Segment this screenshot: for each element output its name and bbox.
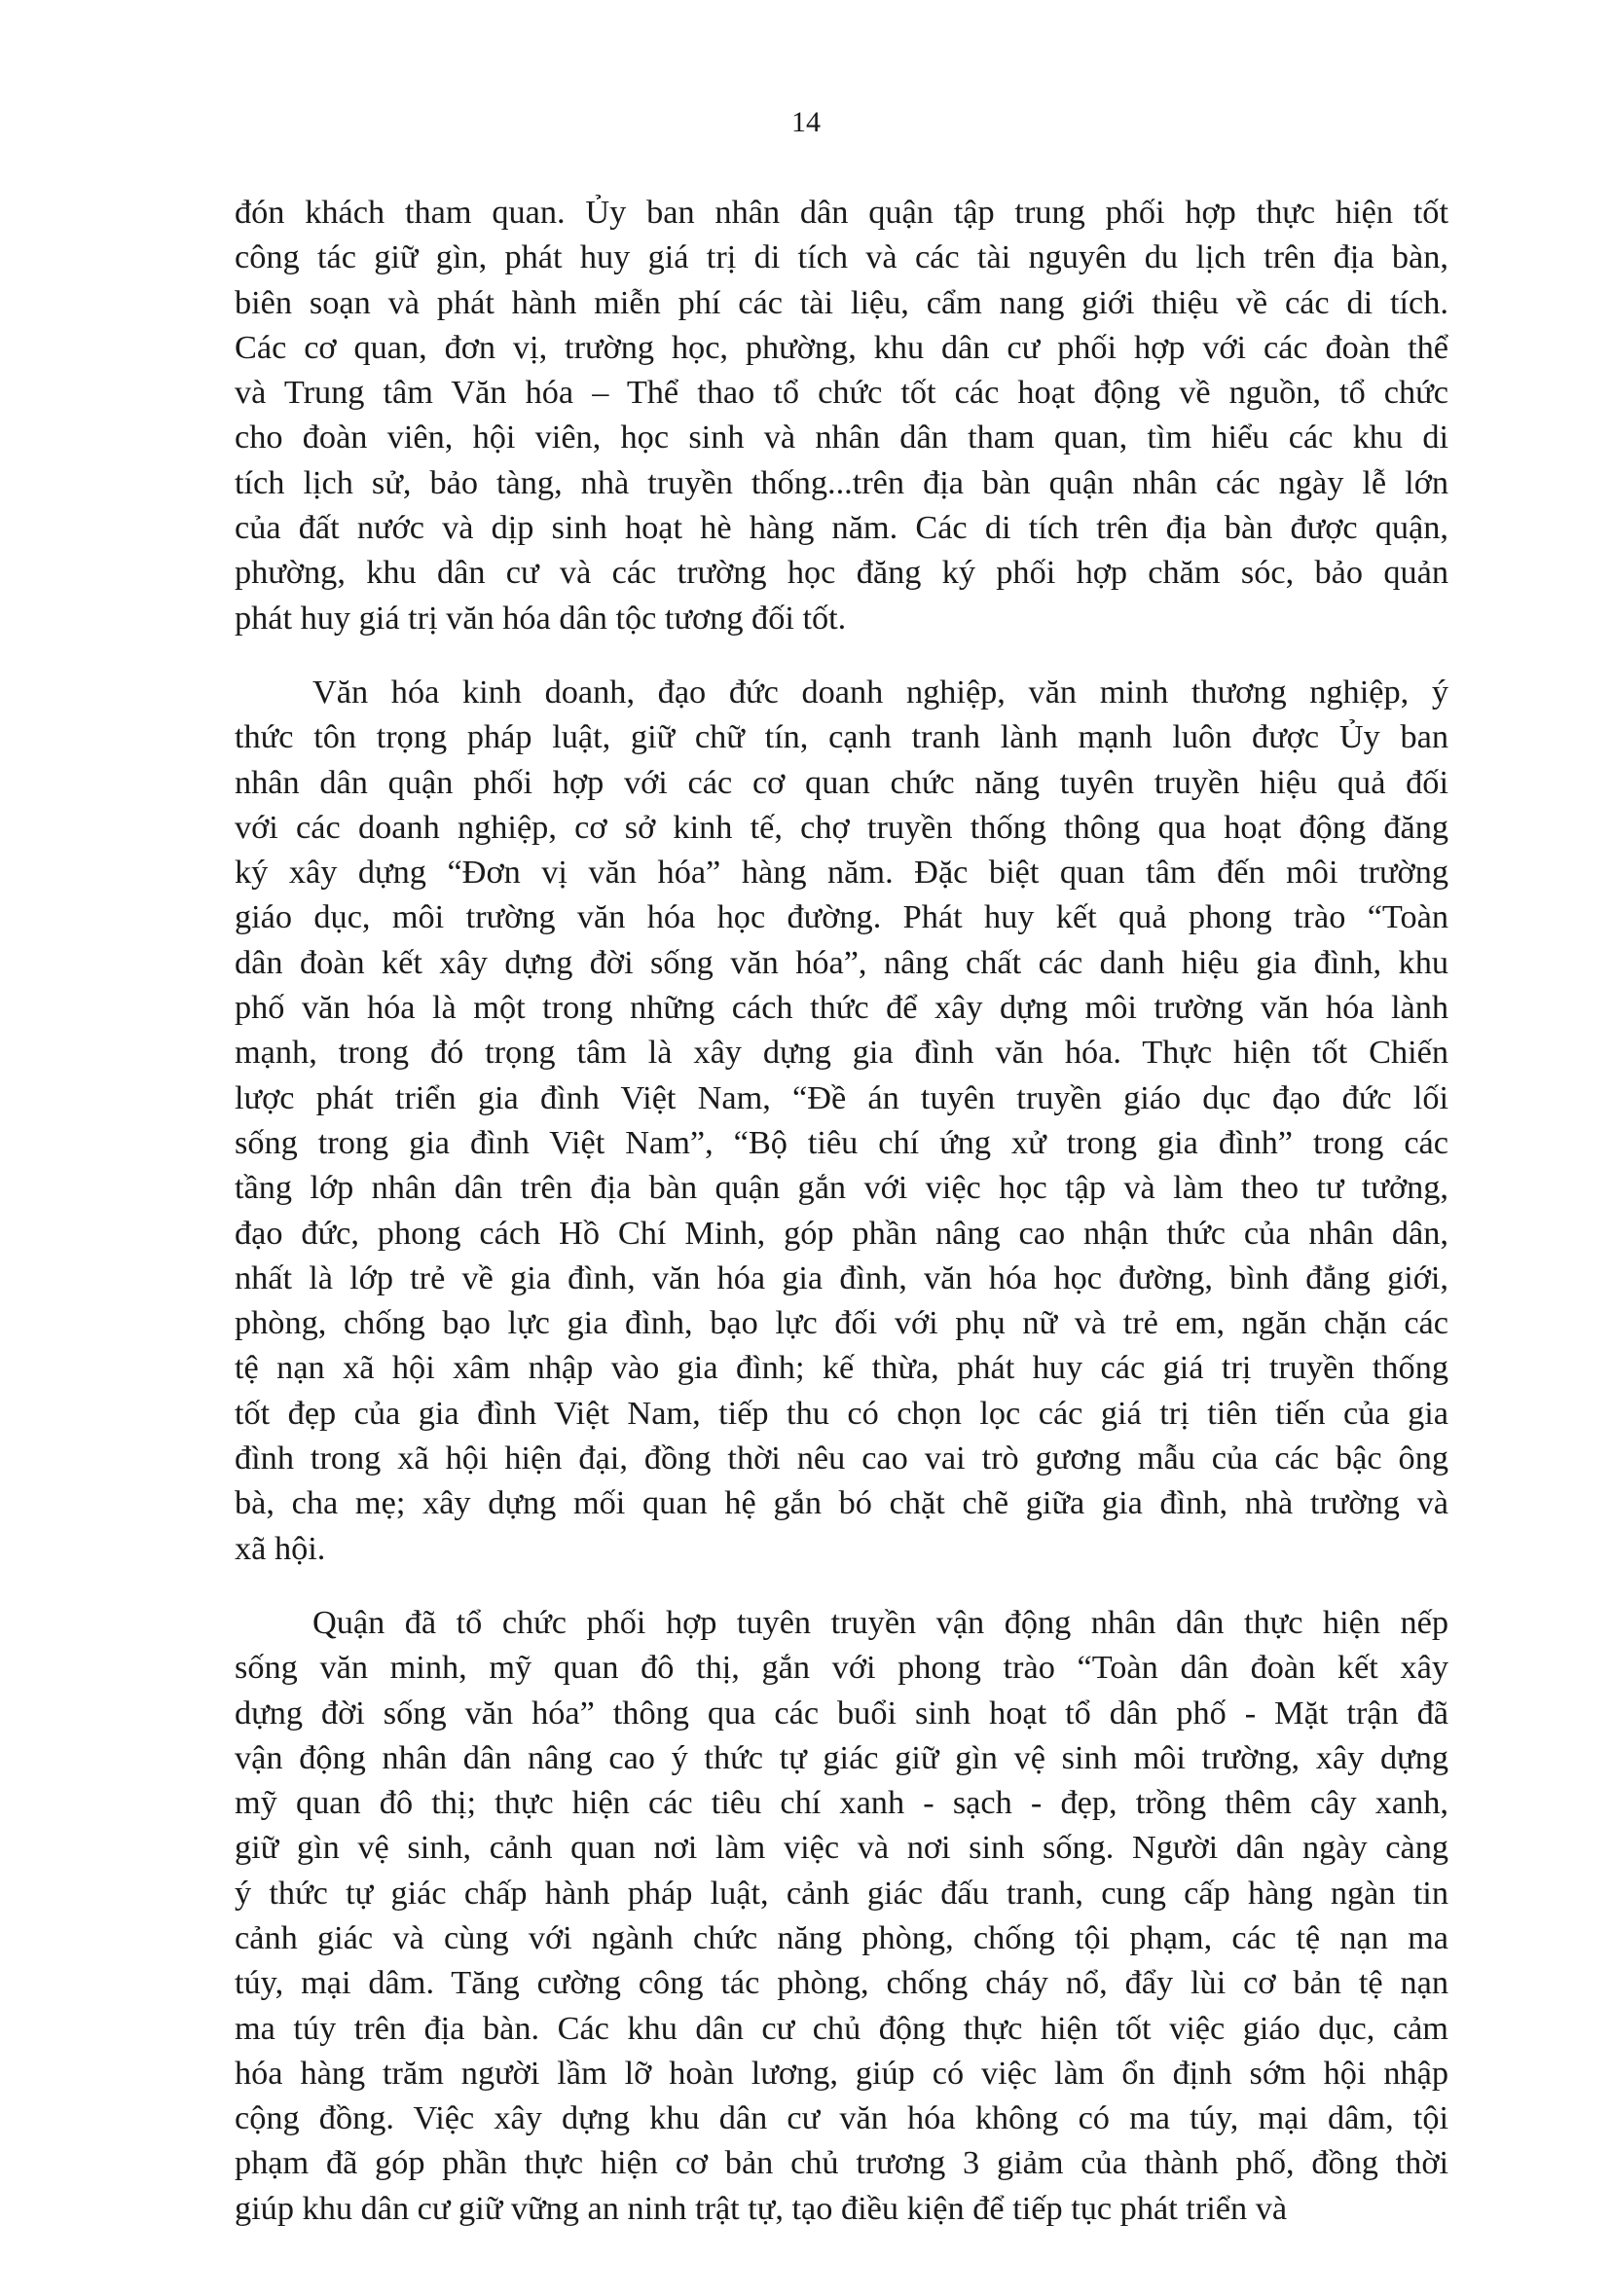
paragraph-heritage xyxy=(235,190,1448,640)
text-line: sống văn minh, mỹ quan đô thị, gắn với phong trào “Toàn dân đoàn kết xây xyxy=(235,1649,1448,1687)
page-number: 14 xyxy=(791,106,821,138)
text-line: nhất là lớp trẻ về gia đình, văn hóa gia đình, văn hóa học đường, bình đẳng giới, xyxy=(235,1258,1448,1296)
text-line: với các doanh nghiệp, cơ sở kinh tế, chợ truyền thống thông qua hoạt động đăng xyxy=(235,808,1448,846)
text-line: phạm đã góp phần thực hiện cơ bản chủ trương 3 giảm của thành phố, đồng thời xyxy=(235,2144,1448,2182)
text-line: tích lịch sử, bảo tàng, nhà truyền thống...trên địa bàn quận nhân các ngày lễ lớn xyxy=(235,463,1448,501)
text-line: ý thức tự giác chấp hành pháp luật, cảnh giác đấu tranh, cung cấp hàng ngàn tin xyxy=(235,1874,1448,1912)
text-line: giáo dục, môi trường văn hóa học đường. Phát huy kết quả phong trào “Toàn xyxy=(235,898,1448,936)
text-line: cảnh giác và cùng với ngành chức năng phòng, chống tội phạm, các tệ nạn ma xyxy=(235,1918,1448,1956)
text-line: dân đoàn kết xây dựng đời sống văn hóa”, nâng chất các danh hiệu gia đình, khu xyxy=(235,943,1448,981)
text-line: phường, khu dân cư và các trường học đăng ký phối hợp chăm sóc, bảo quản xyxy=(235,554,1448,592)
text-line: cho đoàn viên, hội viên, học sinh và nhân dân tham quan, tìm hiểu các khu di xyxy=(235,419,1448,456)
text-line: bà, cha mẹ; xây dựng mối quan hệ gắn bó chặt chẽ giữa gia đình, nhà trường và xyxy=(235,1484,1448,1522)
paragraph-business-culture xyxy=(235,670,1448,1571)
text-line: giữ gìn vệ sinh, cảnh quan nơi làm việc và nơi sinh sống. Người dân ngày càng xyxy=(235,1829,1448,1867)
text-line: nhân dân quận phối hợp với các cơ quan chức năng tuyên truyền hiệu quả đối xyxy=(235,763,1448,801)
text-line: sống trong gia đình Việt Nam”, “Bộ tiêu chí ứng xử trong gia đình” trong các xyxy=(235,1123,1448,1161)
text-line: hóa hàng trăm người lầm lỡ hoàn lương, giúp có việc làm ổn định sớm hội nhập xyxy=(235,2054,1448,2092)
text-line: túy, mại dâm. Tăng cường công tác phòng, chống cháy nổ, đẩy lùi cơ bản tệ nạn xyxy=(235,1964,1448,2002)
text-line: đạo đức, phong cách Hồ Chí Minh, góp phần nâng cao nhận thức của nhân dân, xyxy=(235,1214,1448,1252)
text-line: phố văn hóa là một trong những cách thức để xây dựng môi trường văn hóa lành xyxy=(235,989,1448,1027)
text-line: phòng, chống bạo lực gia đình, bạo lực đối với phụ nữ và trẻ em, ngăn chặn các xyxy=(235,1304,1448,1342)
text-line: đình trong xã hội hiện đại, đồng thời nêu cao vai trò gương mẫu của các bậc ông xyxy=(235,1440,1448,1477)
text-line: lược phát triển gia đình Việt Nam, “Đề án tuyên truyền giáo dục đạo đức lối xyxy=(235,1078,1448,1116)
text-line: xã hội. xyxy=(235,1529,326,1567)
text-line: tệ nạn xã hội xâm nhập vào gia đình; kế thừa, phát huy các giá trị truyền thống xyxy=(235,1349,1448,1387)
text-line: ma túy trên địa bàn. Các khu dân cư chủ động thực hiện tốt việc giáo dục, cảm xyxy=(235,2009,1448,2047)
text-line: Quận đã tổ chức phối hợp tuyên truyền vận động nhân dân thực hiện nếp xyxy=(312,1603,1448,1641)
text-line: tầng lớp nhân dân trên địa bàn quận gắn với việc học tập và làm theo tư tưởng, xyxy=(235,1169,1448,1207)
text-line: biên soạn và phát hành miễn phí các tài liệu, cẩm nang giới thiệu về các di tích. xyxy=(235,283,1448,321)
text-line: công tác giữ gìn, phát huy giá trị di tích và các tài nguyên du lịch trên địa bàn, xyxy=(235,238,1448,276)
text-line: mỹ quan đô thị; thực hiện các tiêu chí xanh - sạch - đẹp, trồng thêm cây xanh, xyxy=(235,1784,1448,1822)
text-line: tốt đẹp của gia đình Việt Nam, tiếp thu có chọn lọc các giá trị tiên tiến của gia xyxy=(235,1394,1448,1432)
text-line: đón khách tham quan. Ủy ban nhân dân quận tập trung phối hợp thực hiện tốt xyxy=(235,194,1448,231)
paragraph-civilized-lifestyle xyxy=(235,1600,1448,2231)
text-line: dựng đời sống văn hóa” thông qua các buổi sinh hoạt tổ dân phố - Mặt trận đã xyxy=(235,1694,1448,1731)
text-line: phát huy giá trị văn hóa dân tộc tương đối tốt. xyxy=(235,599,847,637)
text-line: vận động nhân dân nâng cao ý thức tự giác giữ gìn vệ sinh môi trường, xây dựng xyxy=(235,1738,1448,1776)
document-body xyxy=(235,190,1448,2260)
text-line: Các cơ quan, đơn vị, trường học, phường, khu dân cư phối hợp với các đoàn thể xyxy=(235,328,1448,366)
text-line: Văn hóa kinh doanh, đạo đức doanh nghiệp, văn minh thương nghiệp, ý xyxy=(312,673,1448,711)
text-line: giúp khu dân cư giữ vững an ninh trật tự, tạo điều kiện để tiếp tục phát triển và xyxy=(235,2189,1288,2227)
text-line: mạnh, trong đó trọng tâm là xây dựng gia đình văn hóa. Thực hiện tốt Chiến xyxy=(235,1034,1448,1072)
text-line: thức tôn trọng pháp luật, giữ chữ tín, cạnh tranh lành mạnh luôn được Ủy ban xyxy=(235,718,1448,756)
text-line: của đất nước và dịp sinh hoạt hè hàng năm. Các di tích trên địa bàn được quận, xyxy=(235,509,1448,547)
text-line: ký xây dựng “Đơn vị văn hóa” hàng năm. Đặc biệt quan tâm đến môi trường xyxy=(235,854,1448,892)
text-line: và Trung tâm Văn hóa – Thể thao tổ chức tốt các hoạt động về nguồn, tổ chức xyxy=(235,374,1448,412)
text-line: cộng đồng. Việc xây dựng khu dân cư văn hóa không có ma túy, mại dâm, tội xyxy=(235,2099,1448,2137)
